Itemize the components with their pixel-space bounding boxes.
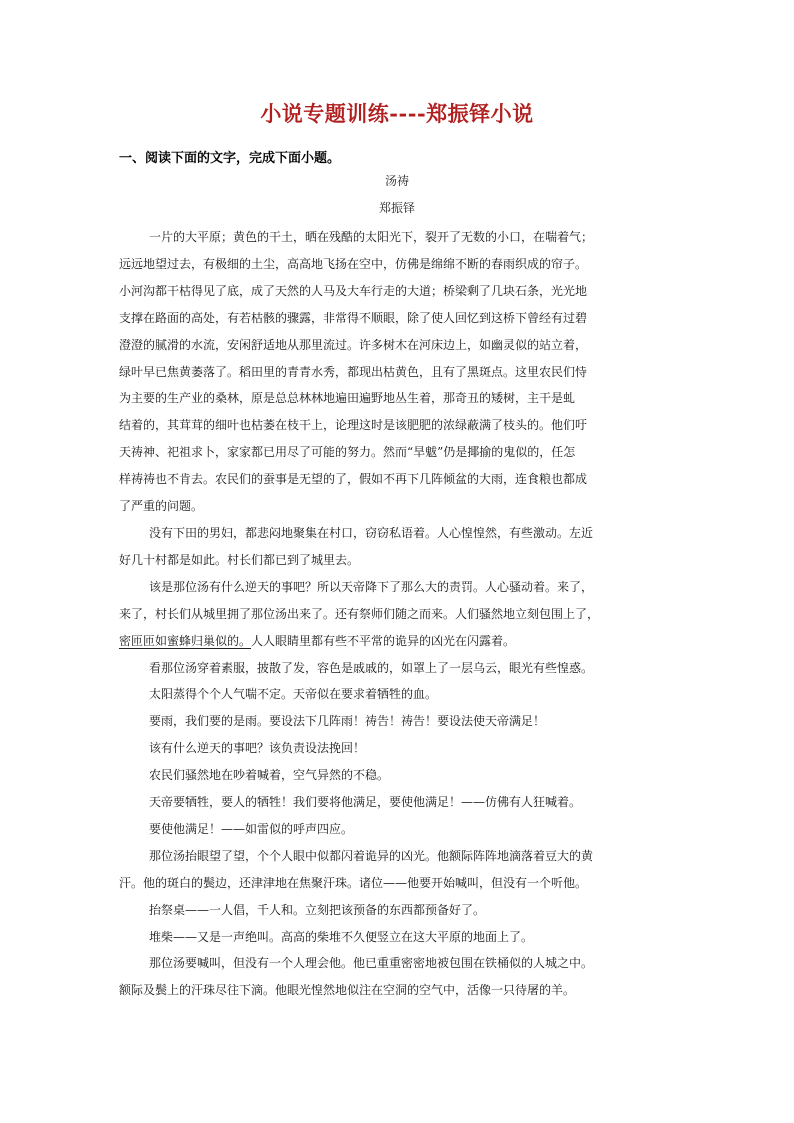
paragraph-line: 该有什么逆天的事吧？该负责设法挽回！ — [149, 741, 366, 756]
paragraph-line: 绿叶早已焦黄萎落了。稻田里的青青水秀，都现出枯黄色，且有了黑斑点。这里农民们恃 — [119, 364, 588, 379]
paragraph-line-underlined — [119, 628, 675, 655]
paragraph-line: 抬祭桌——一人倡，千人和。立刻把该预备的东西都预备好了。 — [149, 902, 486, 917]
paragraph-line: 要使他满足！——如雷似的呼声四应。 — [149, 821, 354, 836]
paragraph-line: 结着的，其茸茸的细叶也枯萎在枝干上，论理这时是该肥肥的浓绿蔽满了枝头的。他们吁 — [119, 418, 588, 433]
paragraph-line: 汗。他的斑白的鬓边，还津津地在焦聚汗珠。诸位——他要开始喊叫，但没有一个听他。 — [119, 875, 588, 890]
paragraph-line: 来了，村长们从城里拥了那位汤出来了。还有祭师们随之而来。人们骚然地立刻包围上了， — [119, 606, 600, 621]
paragraph-line: 太阳蒸得个个人气喘不定。天帝似在要求着牺牲的血。 — [149, 687, 438, 702]
paragraph-line: 小河沟都干枯得见了底，成了天然的人马及大车行走的大道；桥梁剩了几块石条，光光地 — [119, 283, 588, 298]
paragraph-line: 为主要的生产业的桑林，原是总总林林地遍田遍野地丛生着，那奇丑的矮树，主干是虬 — [119, 391, 576, 406]
paragraph-line: 一片的大平原；黄色的干土，晒在残酷的太阳光下，裂开了无数的小口，在喘着气； — [149, 230, 594, 244]
story-title: 汤祷 — [384, 174, 409, 188]
story-author: 郑振铎 — [378, 201, 415, 215]
paragraph-line: 农民们骚然地在吵着喊着，空气异然的不稳。 — [149, 768, 390, 783]
paragraph-line: 样祷祷也不肯去。农民们的蚕事是无望的了，假如不再下几阵倾盆的大雨，连食粮也都成 — [119, 472, 588, 487]
paragraph-line: 天祷神、祀祖求卜，家家都已用尽了可能的努力。然而“旱魃”仍是揶揄的鬼似的，任怎 — [119, 445, 576, 460]
paragraph-line: 那位汤要喊叫，但没有一个人理会他。他已重重密密地被包围在铁桶似的人城之中。 — [149, 956, 594, 971]
line-remainder: 人人眼睛里都有些不平常的诡异的凶光在闪露着。 — [251, 633, 516, 648]
paragraph-line: 支撑在路面的高处，有若枯骸的骤露，非常得不顺眼，除了使人回忆到这桥下曾经有过碧 — [119, 310, 588, 325]
paragraph-line: 额际及鬓上的汗珠尽往下滴。他眼光惶然地似注在空洞的空气中，活像一只待屠的羊。 — [119, 983, 576, 998]
paragraph-line: 该是那位汤有什么逆天的事吧？所以天帝降下了那么大的责罚。人心骚动着。来了， — [149, 579, 594, 594]
paragraph-line: 远远地望过去，有极细的土尘，高高地飞扬在空中，仿佛是绵绵不断的春雨织成的帘子。 — [119, 256, 588, 271]
document-title: 小说专题训练----郑振铎小说 — [260, 101, 534, 126]
paragraph-line: 要雨，我们要的是雨。要设法下几阵雨！祷告！祷告！要设法使天帝满足！ — [149, 714, 546, 729]
paragraph-line: 澄澄的腻滑的水流，安闲舒适地从那里流过。许多树木在河床边上，如幽灵似的站立着， — [119, 337, 588, 352]
section-heading: 一、阅读下面的文字，完成下面小题。 — [119, 151, 341, 166]
paragraph-line: 好几十村都是如此。村长们都已到了城里去。 — [119, 552, 360, 567]
story-body — [119, 224, 675, 1004]
paragraph-line: 看那位汤穿着素服，披散了发，容色是戚戚的，如罩上了一层乌云，眼光有些惶惑。 — [149, 660, 594, 675]
paragraph-line: 了严重的问题。 — [119, 499, 204, 514]
paragraph-line: 天帝要牺牲，要人的牺牲！我们要将他满足，要使他满足！——仿佛有人狂喊着。 — [149, 795, 582, 810]
paragraph-line: 那位汤抬眼望了望，个个人眼中似都闪着诡异的凶光。他额际阵阵地滴落着豆大的黄 — [149, 848, 594, 863]
paragraph-line: 堆柴——又是一声绝叫。高高的柴堆不久便竖立在这大平原的地面上了。 — [149, 929, 534, 944]
paragraph-line: 没有下田的男妇，都悲闷地聚集在村口，窃窃私语着。人心惶惶然，有些激动。左近 — [149, 525, 594, 540]
underlined-phrase: 密匝匝如蜜蜂归巢似的。 — [119, 633, 252, 648]
